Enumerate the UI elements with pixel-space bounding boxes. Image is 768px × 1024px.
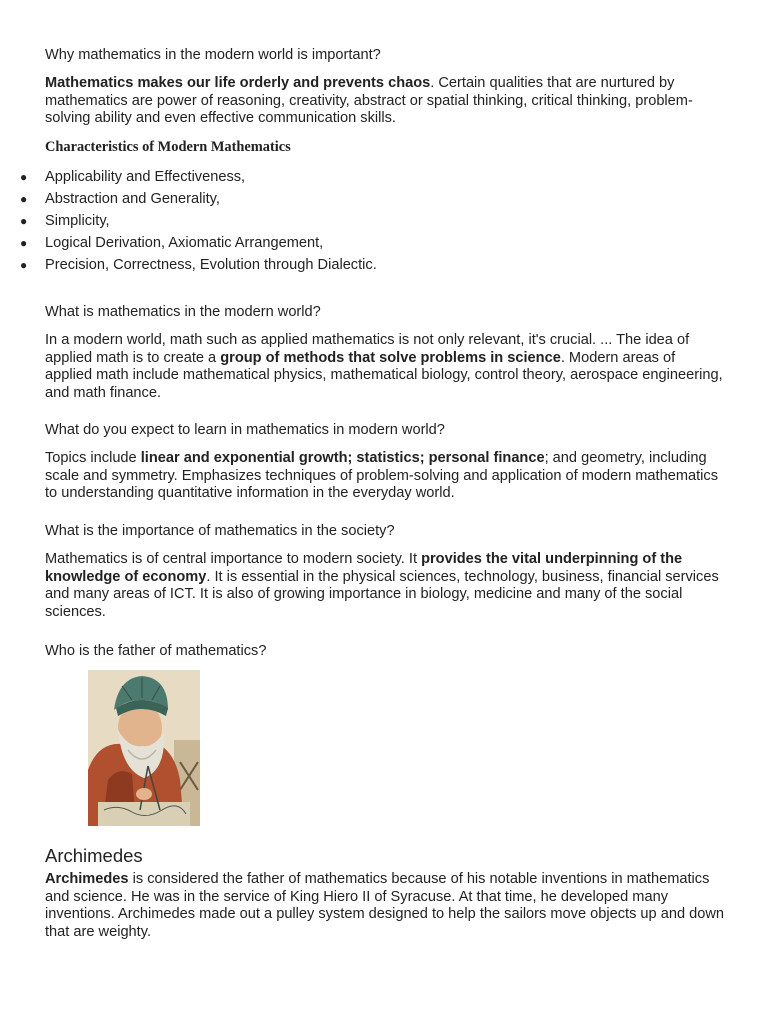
question-why-important: Why mathematics in the modern world is important? — [45, 47, 381, 63]
archimedes-heading: Archimedes — [45, 845, 143, 866]
bullet-icon: ● — [20, 236, 28, 250]
paragraph-modern-world: In a modern world, math such as applied mathematics is not only relevant, it's crucial. ... The idea of applied math is to create a group of methods that solve problems in science. Modern areas of applied math include mathematical physics, mathematical biology, control theory, aerospace engineering, and math finance. — [45, 332, 723, 401]
question-society: What is the importance of mathematics in the society? — [45, 523, 395, 539]
bullet-icon: ● — [20, 170, 28, 184]
question-modern-world: What is mathematics in the modern world? — [45, 304, 321, 320]
bullet-icon: ● — [20, 192, 28, 206]
paragraph-modern-world-bold: group of methods that solve problems in science — [220, 349, 561, 366]
question-father: Who is the father of mathematics? — [45, 643, 267, 659]
paragraph-archimedes: Archimedes is considered the father of mathematics because of his notable inventions in mathematics and science. He was in the service of King Hiero II of Syracuse. At that time, he developed many inventions. Archimedes made out a pulley system designed to help the sailors move objects up and down that are weighty. — [45, 871, 725, 940]
list-item: ● Logical Derivation, Axiomatic Arrangement, — [0, 232, 700, 254]
characteristics-heading: Characteristics of Modern Mathematics — [45, 139, 291, 155]
archimedes-portrait — [88, 670, 200, 826]
paragraph-expect-learn-bold: linear and exponential growth; statistics; personal finance — [140, 450, 545, 466]
paragraph-importance-bold: Mathematics makes our life orderly and prevents chaos — [45, 75, 431, 91]
question-expect-learn: What do you expect to learn in mathematics in modern world? — [45, 422, 445, 438]
list-item: ● Abstraction and Generality, — [0, 188, 700, 210]
list-item: ● Simplicity, — [0, 210, 700, 232]
paragraph-society: Mathematics is of central importance to modern society. It provides the vital underpinning of the knowledge of economy. It is essential in the physical sciences, technology, business, financial services and many areas of ICT. It is also of growing importance in biology, medicine and many of the social sciences. — [45, 551, 719, 620]
paragraph-archimedes-bold: Archimedes — [45, 871, 129, 887]
bullet-icon: ● — [20, 258, 28, 272]
paragraph-society-bold: provides the vital underpinning of the knowledge of economy — [45, 551, 683, 585]
paragraph-importance-text: . Certain qualities that are nurtured by mathematics are power of reasoning, creativity, abstract or spatial thinking, critical thinking, problem-solving ability and even effective communication skills. — [45, 75, 693, 127]
archimedes-portrait-illustration — [88, 670, 200, 826]
bullet-icon: ● — [20, 214, 28, 228]
list-item: ● Applicability and Effectiveness, — [0, 166, 700, 188]
characteristics-list — [0, 166, 700, 276]
paragraph-expect-learn: Topics include linear and exponential growth; statistics; personal finance; and geometry, including scale and symmetry. Emphasizes techniques of problem-solving and application of modern mathematics to understanding quantitative information in the everyday world. — [45, 450, 718, 502]
paragraph-importance — [45, 75, 725, 128]
list-item: ● Precision, Correctness, Evolution through Dialectic. — [0, 254, 700, 276]
